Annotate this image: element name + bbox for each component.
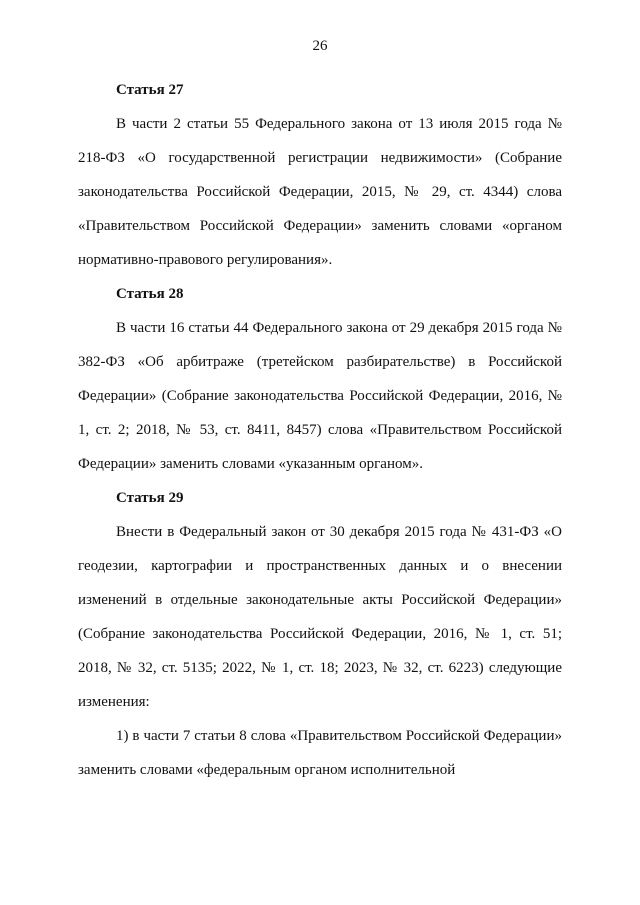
article-paragraph: Внести в Федеральный закон от 30 декабря 2015 года № 431-ФЗ «О геодезии, картографии и пространственных данных и о внесении изменений в отдельные законодательные акты Российской Федерации» (Собрание законодательства Российской Федерации, 2016, № 1, ст. 51; 2018, № 32, ст. 5135; 2022, № 1, ст. 18; 2023, № 32, ст. 6223) следующие изменения: <box>78 524 562 710</box>
article-heading: Статья 28 <box>116 286 184 302</box>
article-heading: Статья 29 <box>116 490 184 506</box>
article-27 <box>78 73 562 277</box>
page-number: 26 <box>312 38 328 54</box>
article-28 <box>78 277 562 481</box>
article-heading: Статья 27 <box>116 82 184 98</box>
article-paragraph: В части 2 статьи 55 Федерального закона от 13 июля 2015 года № 218-ФЗ «О государственной регистрации недвижимости» (Собрание законодательства Российской Федерации, 2015, № 29, ст. 4344) слова «Правительством Российской Федерации» заменить словами «органом нормативно-правового регулирования». <box>78 116 562 268</box>
article-29 <box>78 481 562 787</box>
article-paragraph: В части 16 статьи 44 Федерального закона от 29 декабря 2015 года № 382-ФЗ «Об арбитраже (третейском разбирательстве) в Российской Федерации» (Собрание законодательства Российской Федерации, 2016, № 1, ст. 2; 2018, № 53, ст. 8411, 8457) слова «Правительством Российской Федерации» заменить словами «указанным органом». <box>78 320 562 472</box>
article-list-item: 1) в части 7 статьи 8 слова «Правительством Российской Федерации» заменить словами «федеральным органом исполнительной <box>78 728 562 778</box>
document-body <box>78 73 562 787</box>
